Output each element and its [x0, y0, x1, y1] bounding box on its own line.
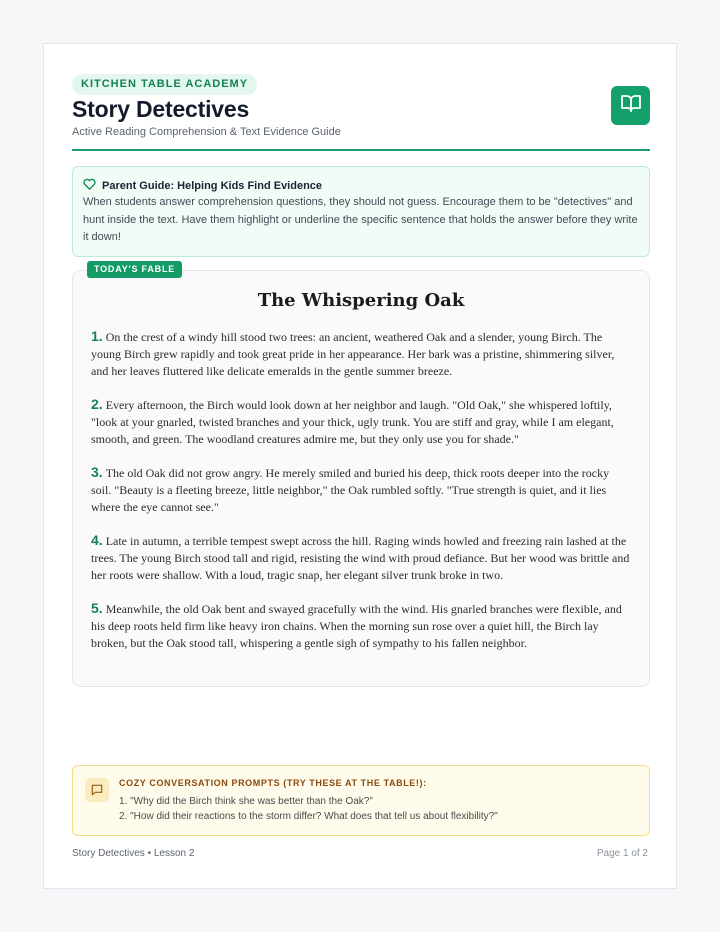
heart-icon [83, 177, 102, 195]
fable-box [72, 270, 650, 687]
paragraph-text: Every afternoon, the Birch would look down at her neighbor and laugh. "Old Oak," she whispered loftily, "look at your gnarled, twisted branches and your thick, ugly trunk. You are stiff and gray, while I am elegant, smooth, and green. The woodland creatures admire me, but they only use you for shade." [91, 398, 614, 446]
paragraph-number: 5. [91, 600, 103, 616]
fable-paragraphs [91, 328, 631, 668]
parent-guide-header [83, 177, 322, 195]
fable-paragraph [91, 328, 631, 380]
parent-guide-title: Parent Guide: Helping Kids Find Evidence [102, 180, 323, 192]
paragraph-number: 4. [91, 532, 103, 548]
paragraph-text: On the crest of a windy hill stood two trees: an ancient, weathered Oak and a slender, young Birch. The young Birch grew rapidly and took great pride in her appearance. Her bark was a pristine, shimmering silver, and her leaves fluttered like delicate emeralds in the gentle summer breeze. [91, 330, 615, 378]
prompts-list [119, 794, 498, 824]
academy-badge: KITCHEN TABLE ACADEMY [72, 74, 257, 95]
worksheet-page [43, 43, 677, 889]
conversation-prompts-box [72, 765, 650, 836]
parent-guide-text: When students answer comprehension questions, they should not guess. Encourage them to be "detectives" and hunt inside the text. Have them highlight or underline the specific sentence that holds the answer before they write it down! [83, 196, 638, 243]
paragraph-number: 1. [91, 328, 103, 344]
book-open-button[interactable] [611, 86, 650, 125]
fable-paragraph [91, 532, 631, 584]
page-subtitle: Active Reading Comprehension & Text Evidence Guide [72, 126, 341, 138]
paragraph-number: 2. [91, 396, 103, 412]
chat-bubble-icon [85, 778, 109, 802]
prompts-title: COZY CONVERSATION PROMPTS (TRY THESE AT THE TABLE!): [119, 778, 427, 788]
paragraph-text: Late in autumn, a terrible tempest swept across the hill. Raging winds howled and freezing rain lashed at the trees. The young Birch stood tall and rigid, resisting the wind with proud defiance. But her wood was brittle and her roots were shallow. With a loud, tragic snap, her elegant silver trunk broke in two. [91, 534, 630, 582]
parent-guide-box [72, 166, 650, 257]
paragraph-text: The old Oak did not grow angry. He merely smiled and buried his deep, thick roots deeper into the rocky soil. "Beauty is a fleeting breeze, little neighbor," the Oak rumbled softly. "True strength is quiet, and it lies where the eye cannot see." [91, 466, 610, 514]
fable-paragraph [91, 396, 631, 448]
fable-paragraph [91, 600, 631, 652]
page-title: Story Detectives [72, 96, 250, 122]
paragraph-text: Meanwhile, the old Oak bent and swayed gracefully with the wind. His gnarled branches were flexible, and his deep roots held firm like heavy iron chains. When the morning sun rose over a quiet hill, the Birch lay broken, but the Oak stood tall, whispering a gentle sigh of sympathy to his fallen neighbor. [91, 602, 622, 650]
header-divider [72, 149, 650, 151]
prompt-item: 1. "Why did the Birch think she was better than the Oak?" [119, 796, 373, 807]
book-open-icon [621, 94, 641, 117]
prompt-item: 2. "How did their reactions to the storm differ? What does that tell us about flexibility?" [119, 811, 498, 822]
footer-page-number: Page 1 of 2 [596, 848, 648, 859]
fable-paragraph [91, 464, 631, 516]
footer-lesson: Story Detectives • Lesson 2 [72, 848, 195, 859]
fable-tag: TODAY'S FABLE [87, 261, 182, 278]
paragraph-number: 3. [91, 464, 103, 480]
fable-title: The Whispering Oak [257, 290, 465, 311]
